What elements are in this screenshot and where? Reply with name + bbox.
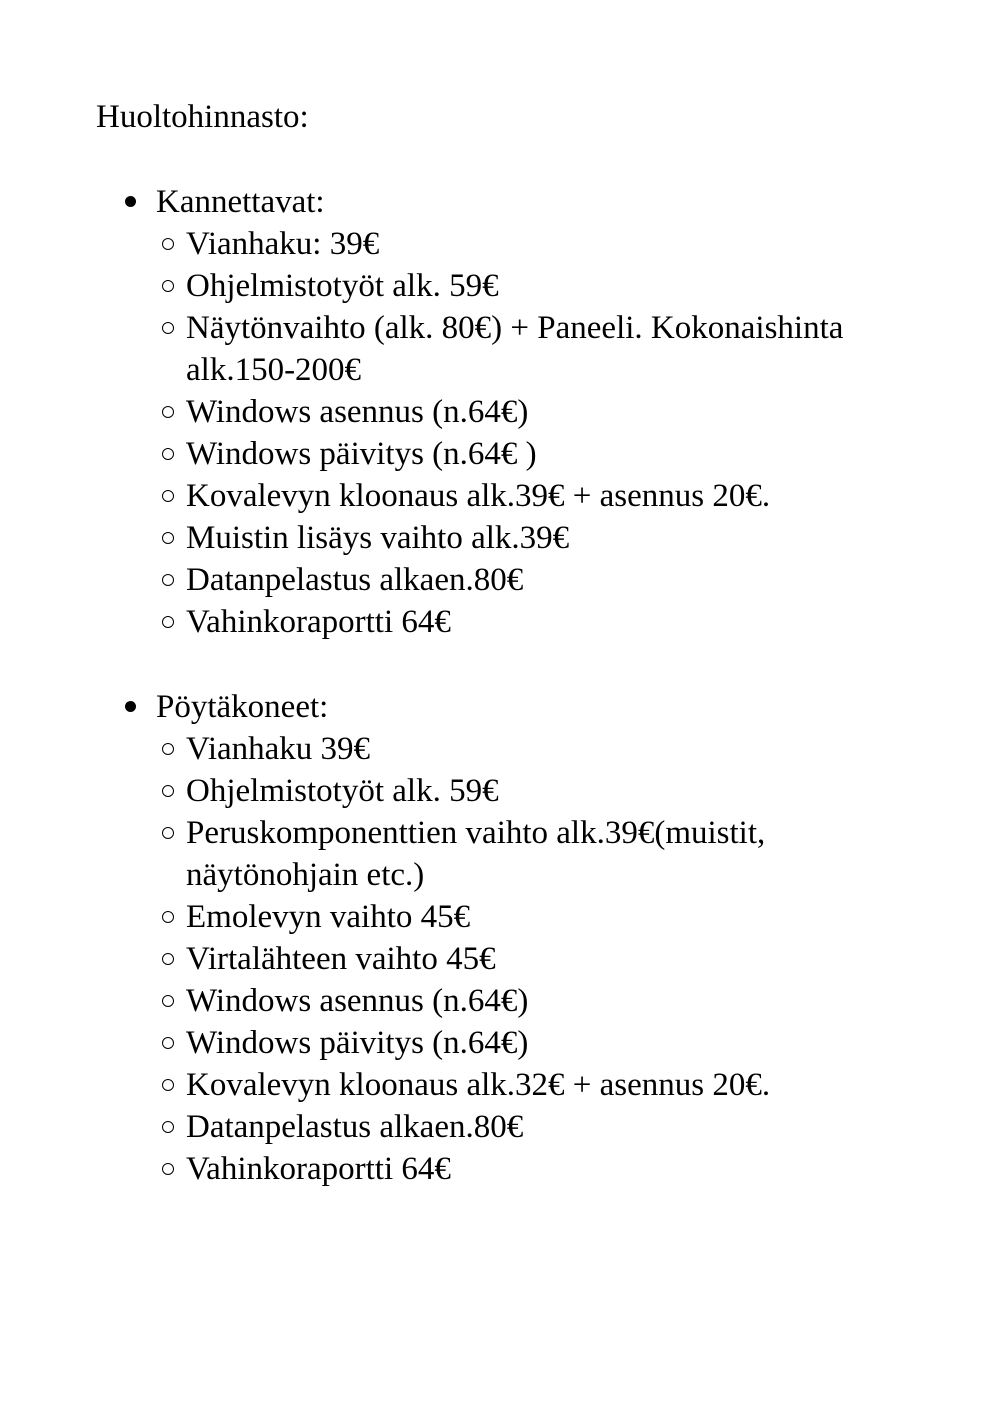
price-item-text: Peruskomponenttien vaihto alk.39€(muistit, näytönohjain etc.) <box>186 815 766 893</box>
price-item-text: Windows asennus (n.64€) <box>186 394 529 430</box>
price-item-text: Emolevyn vaihto 45€ <box>186 899 471 935</box>
price-item-text: Windows päivitys (n.64€ ) <box>186 436 537 472</box>
hollow-bullet-icon <box>162 785 174 797</box>
category-poytakoneet <box>0 686 992 1190</box>
hollow-bullet-icon <box>162 1163 174 1175</box>
price-item-text: Datanpelastus alkaen.80€ <box>186 562 524 598</box>
price-item-text: Vianhaku 39€ <box>186 731 371 767</box>
hollow-bullet-icon <box>162 995 174 1007</box>
price-list-item <box>0 980 846 1022</box>
hollow-bullet-icon <box>162 490 174 502</box>
hollow-bullet-icon <box>162 322 174 334</box>
price-list-item <box>0 728 846 770</box>
hollow-bullet-icon <box>162 406 174 418</box>
hollow-bullet-icon <box>162 574 174 586</box>
hollow-bullet-icon <box>162 1121 174 1133</box>
price-item-text: Muistin lisäys vaihto alk.39€ <box>186 520 570 556</box>
hollow-bullet-icon <box>162 238 174 250</box>
hollow-bullet-icon <box>162 616 174 628</box>
hollow-bullet-icon <box>162 280 174 292</box>
category-label: Pöytäkoneet: <box>156 689 329 725</box>
filled-bullet-icon <box>125 701 136 712</box>
price-item-text: Virtalähteen vaihto 45€ <box>186 941 496 977</box>
price-item-text: Ohjelmistotyöt alk. 59€ <box>186 773 499 809</box>
price-list-item <box>0 391 846 433</box>
price-list-item <box>0 938 846 980</box>
hollow-bullet-icon <box>162 827 174 839</box>
hollow-bullet-icon <box>162 953 174 965</box>
price-list <box>0 223 992 643</box>
category-heading <box>0 686 992 728</box>
price-item-text: Windows päivitys (n.64€) <box>186 1025 529 1061</box>
price-item-text: Vahinkoraportti 64€ <box>186 604 451 640</box>
price-list-item <box>0 1022 846 1064</box>
price-item-text: Kovalevyn kloonaus alk.32€ + asennus 20€. <box>186 1067 771 1103</box>
price-list-item <box>0 812 846 896</box>
category-heading <box>0 181 992 223</box>
price-item-text: Ohjelmistotyöt alk. 59€ <box>186 268 499 304</box>
price-list-item <box>0 475 846 517</box>
hollow-bullet-icon <box>162 448 174 460</box>
price-list <box>0 728 992 1190</box>
price-list-item <box>0 433 846 475</box>
price-list-item <box>0 896 846 938</box>
price-list-item <box>0 601 846 643</box>
price-list-item <box>0 770 846 812</box>
price-item-text: Vahinkoraportti 64€ <box>186 1151 451 1187</box>
price-list-item <box>0 559 846 601</box>
price-item-text: Näytönvaihto (alk. 80€) + Paneeli. Kokonaishinta alk.150-200€ <box>186 310 844 388</box>
price-item-text: Datanpelastus alkaen.80€ <box>186 1109 524 1145</box>
document-title: Huoltohinnasto: <box>96 99 309 135</box>
filled-bullet-icon <box>125 196 136 207</box>
price-list-item <box>0 1148 846 1190</box>
category-kannettavat <box>0 181 992 643</box>
category-label: Kannettavat: <box>156 184 325 220</box>
hollow-bullet-icon <box>162 1037 174 1049</box>
hollow-bullet-icon <box>162 1079 174 1091</box>
price-item-text: Windows asennus (n.64€) <box>186 983 529 1019</box>
hollow-bullet-icon <box>162 532 174 544</box>
price-list-item <box>0 517 846 559</box>
price-list-item <box>0 1106 846 1148</box>
price-list-item <box>0 223 846 265</box>
hollow-bullet-icon <box>162 743 174 755</box>
price-item-text: Vianhaku: 39€ <box>186 226 380 262</box>
price-list-item <box>0 1064 846 1106</box>
price-list-item <box>0 265 846 307</box>
price-list-item <box>0 307 846 391</box>
hollow-bullet-icon <box>162 911 174 923</box>
price-item-text: Kovalevyn kloonaus alk.39€ + asennus 20€. <box>186 478 771 514</box>
